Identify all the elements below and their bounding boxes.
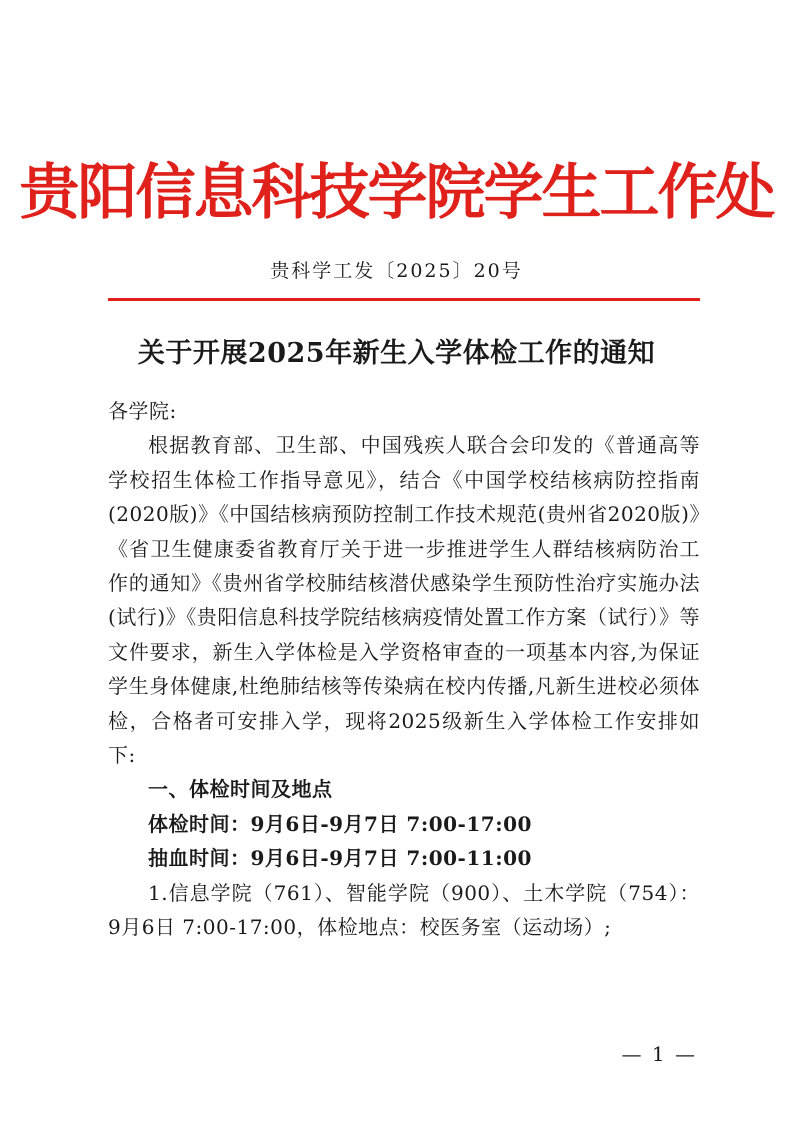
issuer-masthead: 贵阳信息科技学院学生工作处 xyxy=(19,158,774,228)
intro-paragraph: 根据教育部、卫生部、中国残疾人联合会印发的《普通高等学校招生体检工作指导意见》，结合《中国学校结核病防控指南(2020版)》《中国结核病预防控制工作技术规范(贵州省2020版)》《省卫生健康委省教育厅关于进一步推进学生人群结核病防治工作的通知》《贵州省学校肺结核潜伏感染学生预防性治疗实施办法(试行)》《贵阳信息科技学院结核病疫情处置工作方案（试行）》等文件要求，新生入学体检是入学资格审查的一项基本内容,为保证学生身体健康,杜绝肺结核等传染病在校内传播,凡新生进校必须体检，合格者可安排入学，现将2025级新生入学体检工作安排如下: xyxy=(108,433,700,768)
document-body xyxy=(108,394,700,945)
exam-time: 体检时间：9月6日-9月7日 7:00-17:00 xyxy=(148,811,532,836)
red-divider-line xyxy=(108,298,700,301)
schedule-item: 1.信息学院（761）、智能学院（900）、土木学院（754）：9月6日 7:00-17:00，体检地点：校医务室（运动场）; xyxy=(108,880,700,940)
page-number: — 1 — xyxy=(621,1042,697,1066)
document-number: 贵科学工发〔2025〕20号 xyxy=(270,260,523,282)
document-title: 关于开展2025年新生入学体检工作的通知 xyxy=(137,338,656,369)
section-heading: 一、体检时间及地点 xyxy=(148,777,333,802)
salutation: 各学院: xyxy=(108,399,177,423)
blood-draw-time: 抽血时间：9月6日-9月7日 7:00-11:00 xyxy=(148,846,532,871)
